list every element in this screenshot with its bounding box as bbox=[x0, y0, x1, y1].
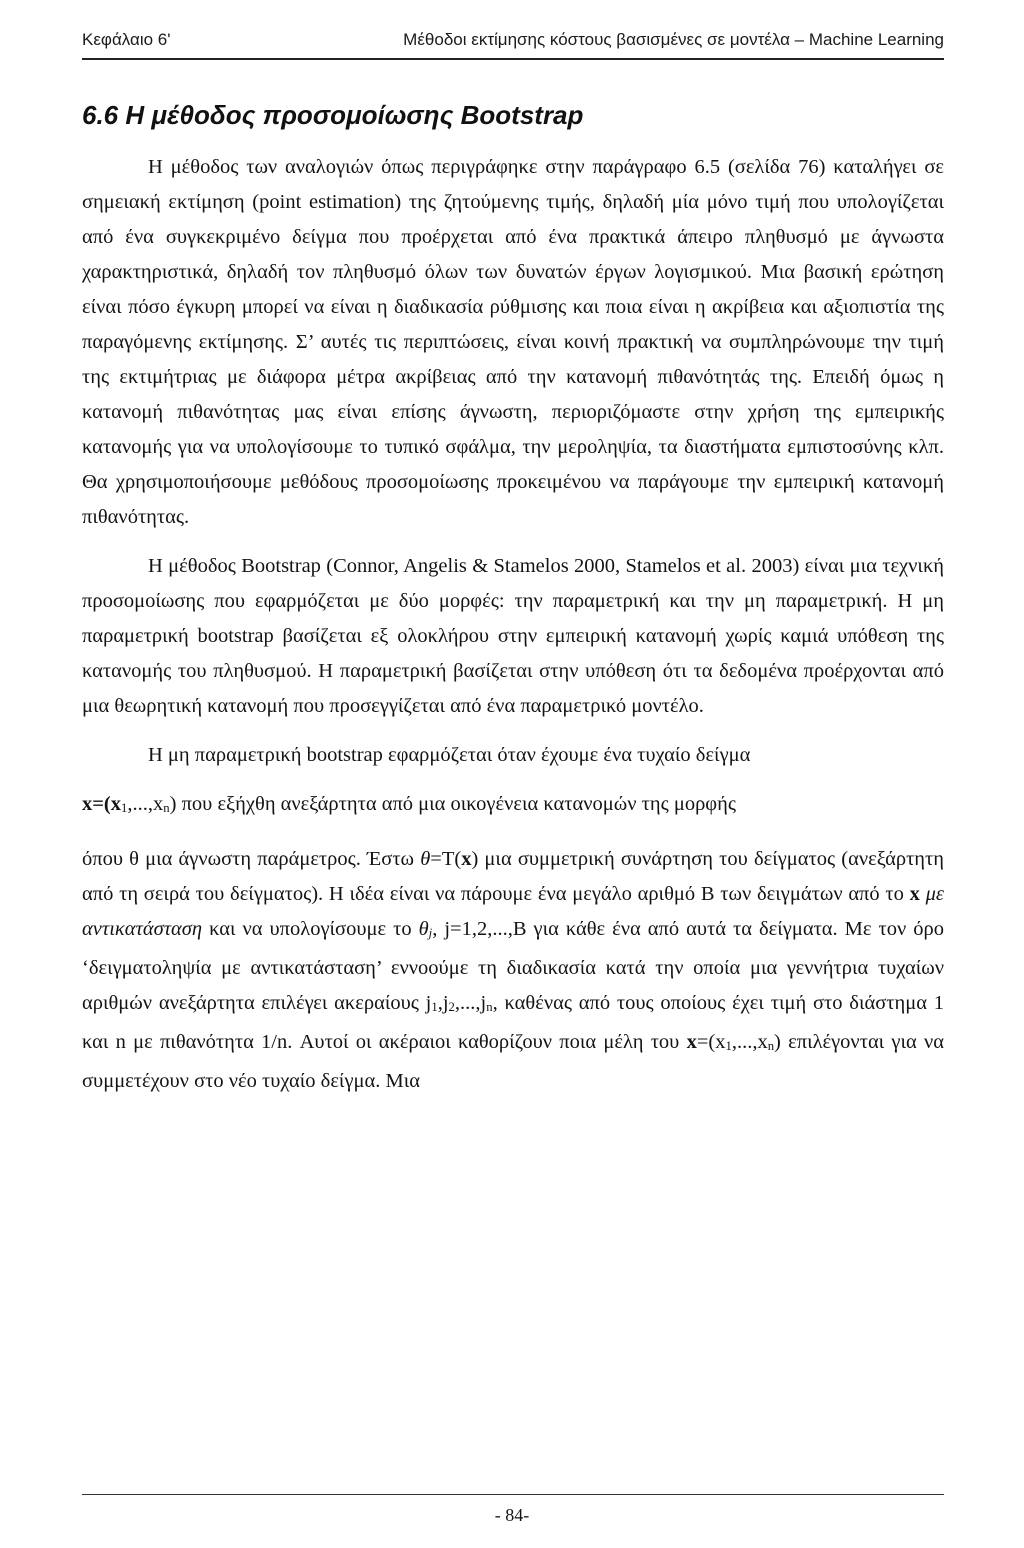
paragraph-resampling: όπου θ μια άγνωστη παράμετρος. Έστω θ=T(x) μια συμμετρική συνάρτηση του δείγματος (ανεξάρτητη από τη σειρά του δείγματος). Η ιδέα είναι να πάρουμε ένα μεγάλο αριθμό B των δειγμάτων από το x με αντικατάσταση και να υπολογίσουμε το $\theta_j$, j=1,2,...,B για κάθε ένα από αυτά τα δείγματα. Με τον όρο ‘δειγματοληψία με αντικατάσταση’ εννοούμε τη διαδικασία κατά την οποία μια γεννήτρια τυχαίων αριθμών ανεξάρτητα επιλέγει ακεραίους $j_1,j_2,...,j_n$, καθένας από τους οποίους έχει τιμή στο διάστημα 1 και n με πιθανότητα 1/n. Αυτοί οι ακέραιοι καθορίζουν ποια μέλη του $x=(x_1,...,x_n)$ επιλέγονται για να συμμετέχουν στο νέο τυχαίο δείγμα. Μια bbox=[82, 847, 945, 1092]
header-title: Μέθοδοι εκτίμησης κόστους βασισμένες σε μοντέλα – Machine Learning bbox=[403, 30, 944, 49]
paragraph-nonparametric-bootstrap: Η μη παραμετρική bootstrap εφαρμόζεται όταν έχουμε ένα τυχαίο δείγμα bbox=[148, 744, 751, 766]
page-number: - 84- bbox=[494, 1505, 530, 1525]
header-divider bbox=[82, 58, 944, 60]
footer-divider bbox=[82, 1494, 944, 1495]
section-title: 6.6 Η μέθοδος προσομοίωσης Bootstrap bbox=[82, 100, 584, 130]
paragraph-sample-definition: $x=(x_1,...,x_n)$ που εξήχθη ανεξάρτητα από μια οικογένεια κατανομών της μορφής bbox=[82, 793, 736, 815]
paragraph-bootstrap-intro: Η μέθοδος Bootstrap (Connor, Angelis & Stamelos 2000, Stamelos et al. 2003) είναι μια τεχνική προσομοίωσης που εφαρμόζεται με δύο μορφές: την παραμετρική και την μη παραμετρική. Η μη παραμετρική bootstrap βασίζεται εξ ολοκλήρου στην εμπειρική κατανομή χωρίς καμιά υπόθεση της κατανομής του πληθυσμού. Η παραμετρική βασίζεται στην υπόθεση ότι τα δεδομένα προέρχονται από μια θεωρητική κατανομή που προσεγγίζεται από ένα παραμετρικό μοντέλο. bbox=[82, 555, 944, 717]
header-chapter: Κεφάλαιο 6' bbox=[82, 30, 171, 49]
body-text bbox=[82, 150, 944, 1099]
paragraph-ratios-method: Η μέθοδος των αναλογιών όπως περιγράφηκε στην παράγραφο 6.5 (σελίδα 76) καταλήγει σε σημειακή εκτίμηση (point estimation) της ζητούμενης τιμής, δηλαδή μία μόνο τιμή που υπολογίζεται από ένα συγκεκριμένο δείγμα που προέρχεται από ένα πρακτικά άπειρο πληθυσμό με άγνωστα χαρακτηριστικά, δηλαδή τον πληθυσμό όλων των δυνατών έργων λογισμικού. Μια βασική ερώτηση είναι πόσο έγκυρη μπορεί να είναι η διαδικασία ρύθμισης και ποια είναι η ακρίβεια και αξιοπιστία της παραγόμενης εκτίμησης. Σ’ αυτές τις περιπτώσεις, είναι κοινή πρακτική να συμπληρώνουμε την τιμή της εκτιμήτριας με διάφορα μέτρα ακρίβειας από την κατανομή πιθανότητάς της. Επειδή όμως η κατανομή πιθανότητας μας είναι επίσης άγνωστη, περιοριζόμαστε στην χρήση της εμπειρικής κατανομής για να υπολογίσουμε το τυπικό σφάλμα, την μεροληψία, τα διαστήματα εμπιστοσύνης κλπ. Θα χρησιμοποιήσουμε μεθόδους προσομοίωσης προκειμένου να παράγουμε την εμπειρική κατανομή πιθανότητας. bbox=[82, 156, 944, 528]
